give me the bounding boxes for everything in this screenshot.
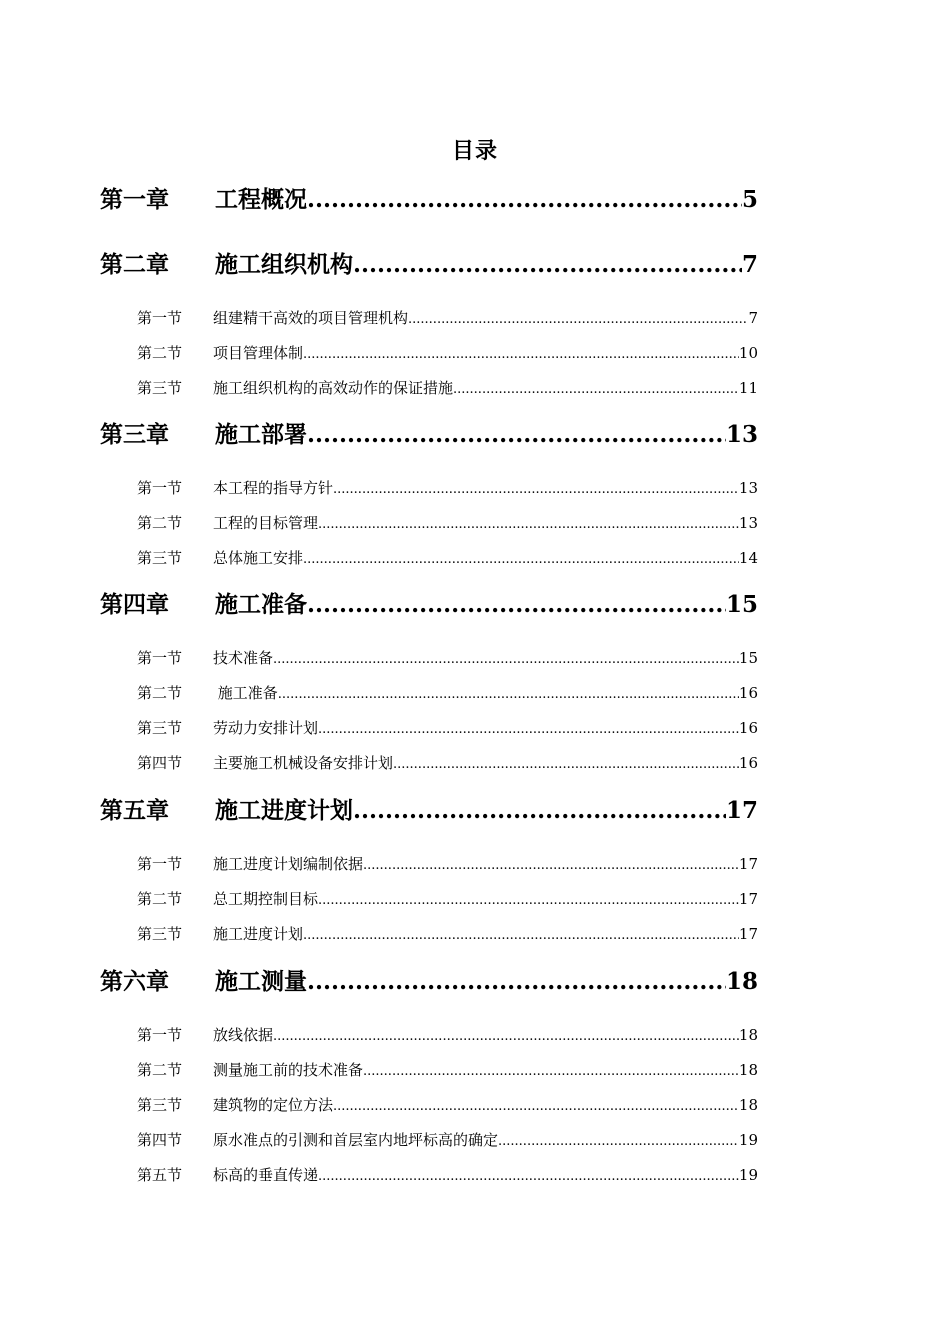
section-page-number: 17 [738,890,758,908]
chapter-label: 第四章 [100,591,169,618]
dot-leader [303,925,739,947]
section-page-number: 14 [738,549,758,567]
dot-leader [393,754,739,776]
section-label: 第二节 [137,684,183,702]
section-label: 第三节 [137,925,183,943]
section-title: 施工进度计划 [213,925,304,943]
toc-section[interactable] [137,1094,758,1116]
section-label: 第二节 [137,514,183,532]
toc-section[interactable] [137,1059,758,1081]
chapter-page-number: 18 [725,968,758,995]
section-page-number: 19 [738,1166,758,1184]
chapter-label: 第三章 [100,421,169,448]
section-page-number: 16 [738,684,758,702]
dot-leader [453,379,739,401]
dot-leader [303,344,739,366]
dot-leader [278,684,739,706]
toc-title: 目录 [451,138,498,164]
chapter-label: 第一章 [100,186,169,213]
section-page-number: 10 [738,344,758,362]
toc-chapter[interactable] [100,588,758,622]
toc-chapter[interactable] [100,794,758,828]
chapter-page-number: 15 [725,591,758,618]
section-title: 建筑物的定位方法 [213,1096,334,1114]
chapter-page-number: 7 [741,251,758,278]
dot-leader [353,794,726,828]
section-title: 原水准点的引测和首层室内地坪标高的确定 [213,1131,499,1149]
section-label: 第三节 [137,1096,183,1114]
section-label: 第三节 [137,719,183,737]
dot-leader [273,649,739,671]
section-title: 劳动力安排计划 [213,719,319,737]
toc-section[interactable] [137,1129,758,1151]
toc-section[interactable] [137,307,758,329]
chapter-page-number: 13 [725,421,758,448]
section-label: 第二节 [137,890,183,908]
section-page-number: 16 [738,719,758,737]
chapter-page-number: 17 [725,797,758,824]
section-page-number: 18 [738,1026,758,1044]
dot-leader [408,309,748,331]
section-title: 总体施工安排 [213,549,304,567]
chapter-title: 施工测量 [215,968,307,995]
toc-section[interactable] [137,752,758,774]
toc-section[interactable] [137,547,758,569]
section-label: 第四节 [137,1131,183,1149]
toc-section[interactable] [137,1024,758,1046]
dot-leader [318,890,739,912]
toc-chapter[interactable] [100,248,758,282]
toc-section[interactable] [137,377,758,399]
section-page-number: 18 [738,1061,758,1079]
dot-leader [307,418,726,452]
section-page-number: 13 [738,514,758,532]
dot-leader [303,549,739,571]
section-page-number: 11 [738,379,758,397]
section-label: 第二节 [137,344,183,362]
section-title: 技术准备 [213,649,274,667]
section-title: 测量施工前的技术准备 [213,1061,364,1079]
section-label: 第一节 [137,309,183,327]
section-page-number: 17 [738,925,758,943]
section-page-number: 18 [738,1096,758,1114]
dot-leader [307,965,726,999]
dot-leader [333,1096,739,1118]
section-label: 第一节 [137,479,183,497]
section-label: 第五节 [137,1166,183,1184]
section-page-number: 15 [738,649,758,667]
dot-leader [318,1166,739,1188]
chapter-title: 施工进度计划 [215,797,353,824]
section-label: 第一节 [137,649,183,667]
section-title: 施工准备 [213,684,278,702]
toc-section[interactable] [137,342,758,364]
section-title: 组建精干高效的项目管理机构 [213,309,409,327]
section-label: 第三节 [137,549,183,567]
toc-chapter[interactable] [100,965,758,999]
chapter-page-number: 5 [741,186,758,213]
section-title: 标高的垂直传递 [213,1166,319,1184]
toc-section[interactable] [137,477,758,499]
dot-leader [363,855,739,877]
section-page-number: 16 [738,754,758,772]
toc-section[interactable] [137,888,758,910]
section-title: 本工程的指导方针 [213,479,334,497]
chapter-label: 第二章 [100,251,169,278]
section-title: 放线依据 [213,1026,274,1044]
section-label: 第一节 [137,855,183,873]
toc-section[interactable] [137,1164,758,1186]
section-title: 总工期控制目标 [213,890,319,908]
dot-leader [318,719,739,741]
chapter-label: 第六章 [100,968,169,995]
toc-section[interactable] [137,717,758,739]
dot-leader [307,183,742,217]
chapter-label: 第五章 [100,797,169,824]
dot-leader [333,479,739,501]
section-page-number: 7 [748,309,758,327]
toc-section[interactable] [137,512,758,534]
dot-leader [273,1026,739,1048]
chapter-title: 施工部署 [215,421,307,448]
section-title: 工程的目标管理 [213,514,319,532]
section-title: 项目管理体制 [213,344,304,362]
dot-leader [318,514,739,536]
section-title: 施工组织机构的高效动作的保证措施 [213,379,454,397]
dot-leader [363,1061,739,1083]
section-title: 主要施工机械设备安排计划 [213,754,394,772]
section-page-number: 19 [738,1131,758,1149]
chapter-title: 施工准备 [215,591,307,618]
section-page-number: 13 [738,479,758,497]
chapter-title: 工程概况 [215,186,307,213]
toc-section[interactable] [137,647,758,669]
dot-leader [353,248,742,282]
section-label: 第一节 [137,1026,183,1044]
section-label: 第四节 [137,754,183,772]
chapter-title: 施工组织机构 [215,251,353,278]
toc-section[interactable] [137,853,758,875]
dot-leader [498,1131,739,1153]
section-page-number: 17 [738,855,758,873]
toc-chapter[interactable] [100,183,758,217]
section-label: 第二节 [137,1061,183,1079]
section-label: 第三节 [137,379,183,397]
toc-section[interactable] [137,682,758,704]
toc-chapter[interactable] [100,418,758,452]
toc-section[interactable] [137,923,758,945]
dot-leader [307,588,726,622]
section-title: 施工进度计划编制依据 [213,855,364,873]
